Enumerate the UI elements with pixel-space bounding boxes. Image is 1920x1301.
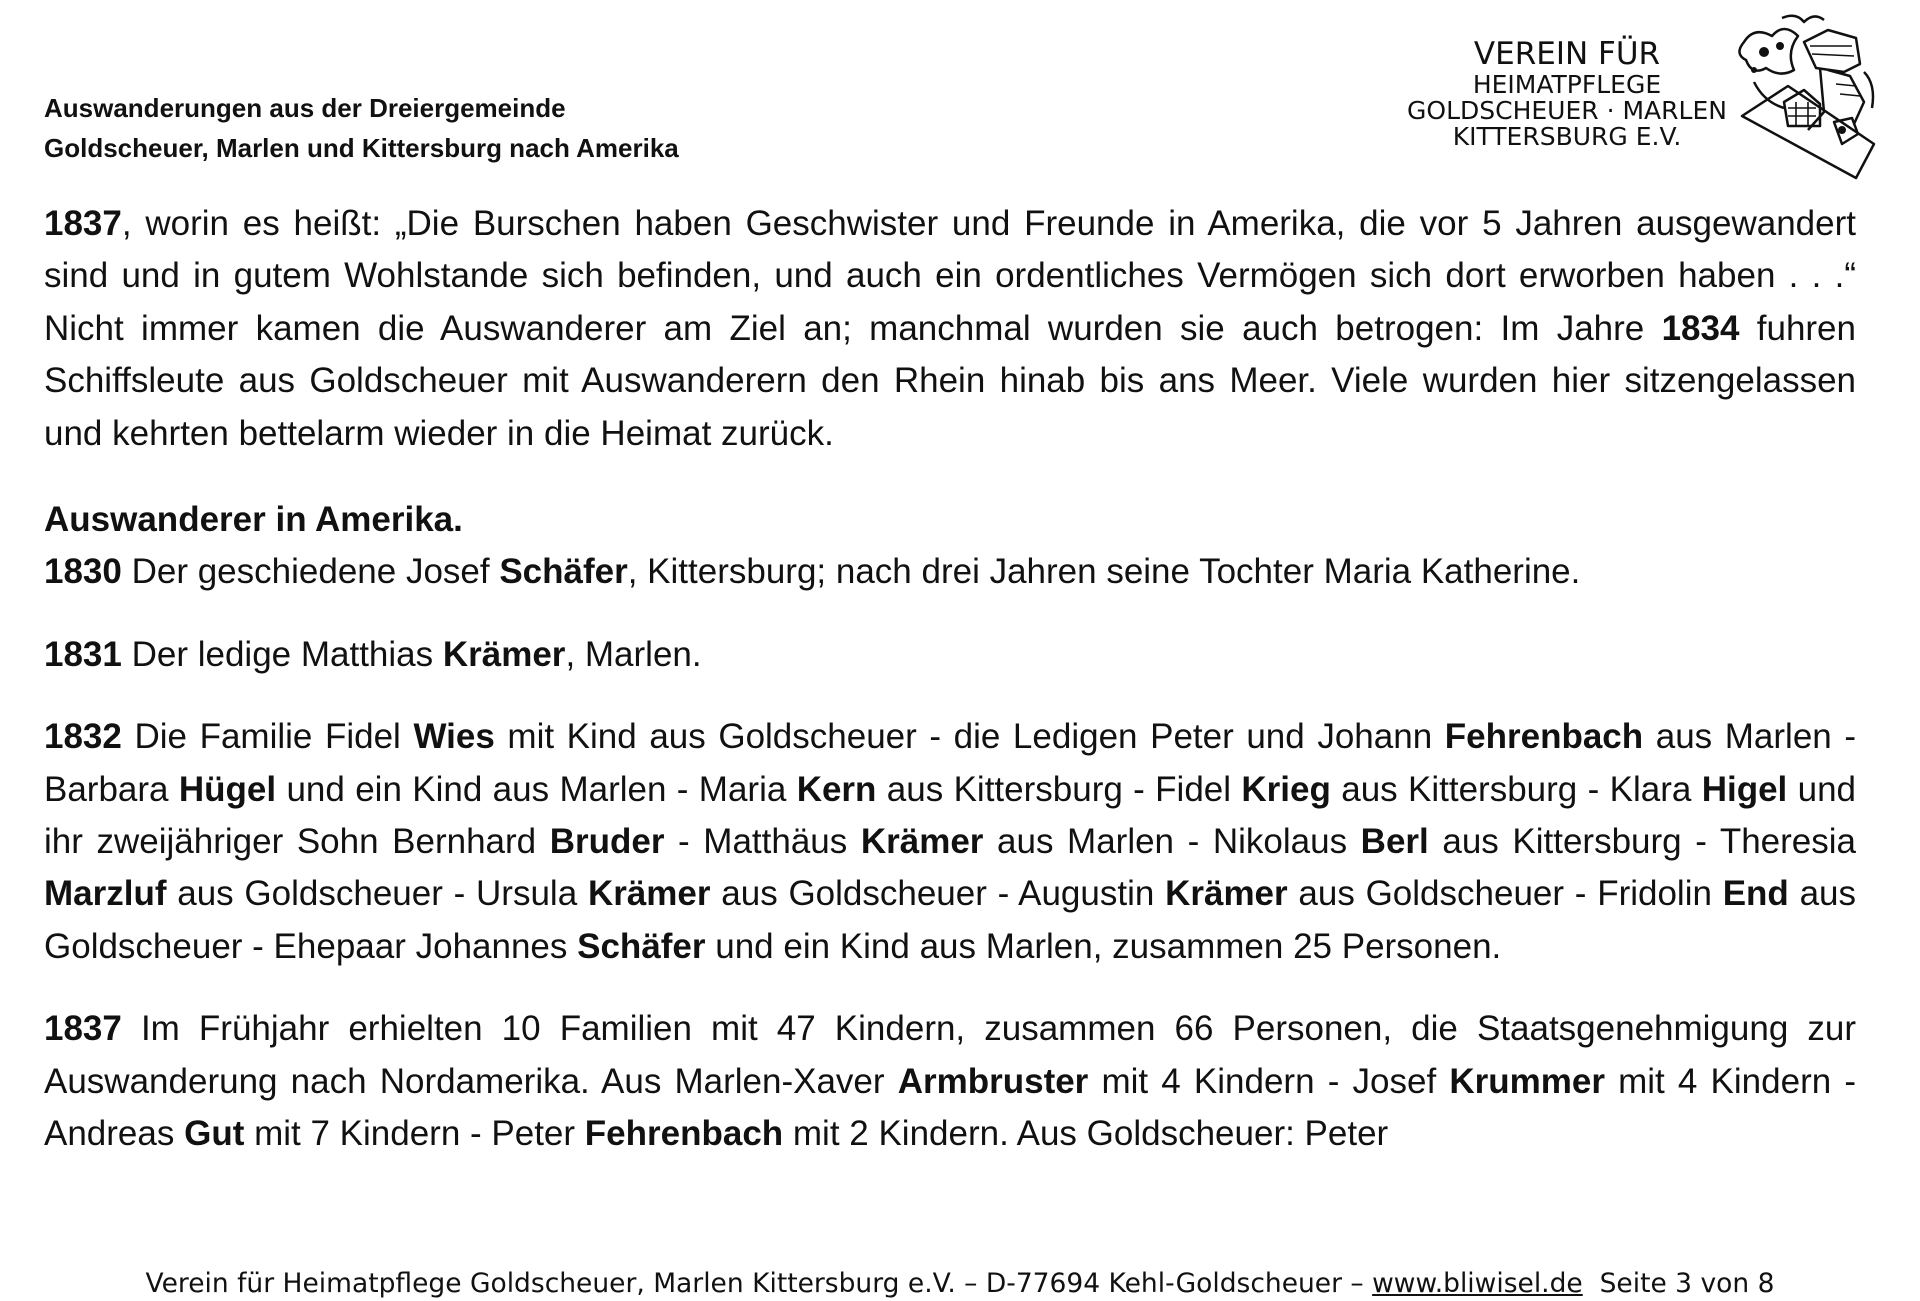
bold-text-run: Krummer: [1449, 1061, 1605, 1101]
text-run: aus Kittersburg - Fidel: [876, 769, 1242, 809]
bold-text-run: Armbruster: [897, 1061, 1089, 1101]
text-run: , Marlen.: [565, 634, 702, 674]
bold-text-run: Higel: [1701, 769, 1788, 809]
text-run: und ihr zweijähriger Sohn Bernhard: [44, 769, 1857, 862]
text-run: fuhren Schiffsleute aus Goldscheuer mit Auswanderern den Rhein hinab bis ans Meer. Viele wurden hier sitzengelassen und kehrten bettelarm wieder in die Heimat zurück.: [44, 308, 1856, 453]
text-run: aus Marlen - Nikolaus: [983, 822, 1361, 862]
header-title-line-2: Goldscheuer, Marlen und Kittersburg nach Amerika: [44, 133, 679, 163]
logo-line-1: VEREIN FÜR: [1473, 36, 1661, 72]
header-title-line-1: Auswanderungen aus der Dreiergemeinde: [44, 93, 566, 123]
village-emblem-icon: [1724, 12, 1884, 182]
bold-text-run: Krämer: [587, 874, 711, 914]
bold-text-run: Fehrenbach: [1444, 717, 1644, 757]
text-run: mit 2 Kindern. Aus Goldscheuer: Peter: [783, 1114, 1389, 1154]
bold-text-run: Krämer: [1165, 874, 1288, 914]
bold-text-run: Krämer: [860, 822, 984, 862]
text-run: und ein Kind aus Marlen - Maria: [276, 769, 797, 809]
text-run: mit Kind aus Goldscheuer - die Ledigen Peter und Johann: [494, 717, 1445, 757]
document-header: [44, 88, 679, 168]
text-run: aus Kittersburg - Klara: [1330, 769, 1702, 809]
text-run: , Kittersburg; nach drei Jahren seine Tochter Maria Katherine.: [627, 552, 1581, 592]
text-run: mit 4 Kindern - Andreas: [44, 1061, 1857, 1154]
association-logo: [1402, 12, 1920, 182]
text-run: , worin es heißt: „Die Burschen haben Geschwister und Freunde in Amerika, die vor 5 Jahren ausgewandert sind und in gutem Wohlstande sich befinden, und auch ein ordentliches Vermögen sich dort erworben haben . . .“ Nicht immer kamen die Auswanderer am Ziel an; manchmal wurden sie auch betrogen: Im Jahre: [44, 204, 1856, 348]
bold-text-run: Gut: [184, 1114, 245, 1154]
text-run: - Matthäus: [664, 822, 861, 862]
paragraph-intro: [44, 198, 1856, 460]
bold-text-run: Schäfer: [499, 552, 628, 592]
bold-text-run: Hügel: [178, 769, 277, 809]
bold-text-run: Wies: [413, 717, 495, 757]
text-run: aus Marlen - Barbara: [44, 717, 1857, 809]
logo-line-2: HEIMATPFLEGE: [1472, 70, 1662, 99]
footer-address: Verein für Heimatpflege Goldscheuer, Marlen Kittersburg e.V. – D-77694 Kehl-Goldscheuer –: [145, 1268, 1373, 1299]
logo-line-4: KITTERSBURG E.V.: [1452, 122, 1682, 151]
bold-text-run: Marzluf: [44, 874, 167, 914]
bold-text-run: Schäfer: [577, 926, 706, 966]
document-body: [44, 198, 1856, 1161]
text-run: und ein Kind aus Marlen, zusammen 25 Personen.: [705, 926, 1502, 966]
entry-1837: [44, 1003, 1856, 1160]
bold-text-run: 1831: [44, 634, 122, 674]
section-heading: Auswanderer in Amerika.: [44, 500, 463, 540]
text-run: aus Goldscheuer - Augustin: [710, 874, 1166, 914]
bold-text-run: Krieg: [1241, 769, 1331, 809]
entry-1830: [44, 546, 1856, 598]
entry-1832: [44, 711, 1856, 973]
page-footer: [0, 1268, 1920, 1299]
entry-1831: [44, 629, 1856, 681]
text-run: aus Goldscheuer - Ursula: [166, 874, 588, 914]
bold-text-run: 1837: [44, 1009, 122, 1049]
bold-text-run: 1830: [44, 552, 122, 592]
bold-text-run: End: [1722, 874, 1789, 914]
text-run: mit 4 Kindern - Josef: [1088, 1061, 1450, 1101]
bold-text-run: Krämer: [442, 634, 566, 674]
text-run: aus Kittersburg - Theresia: [1428, 822, 1856, 862]
text-run: Im Frühjahr erhielten 10 Familien mit 47 Kindern, zusammen 66 Personen, die Staatsgenehmigung zur Auswanderung nach Nordamerika. Aus Marlen-Xaver: [44, 1009, 1856, 1101]
bold-text-run: Fehrenbach: [584, 1114, 784, 1154]
text-run: Der ledige Matthias: [121, 634, 443, 674]
logo-line-3: GOLDSCHEUER · MARLEN: [1407, 96, 1727, 125]
text-run: Der geschiedene Josef: [121, 552, 500, 592]
text-run: aus Goldscheuer - Fridolin: [1287, 874, 1723, 914]
text-run: mit 7 Kindern - Peter: [244, 1114, 585, 1154]
text-run: Die Familie Fidel: [121, 717, 414, 757]
bold-text-run: 1837: [44, 204, 122, 243]
bold-text-run: 1834: [1661, 308, 1740, 348]
bold-text-run: Bruder: [549, 822, 665, 862]
bold-text-run: Berl: [1360, 822, 1429, 862]
footer-website-link[interactable]: www.bliwisel.de: [1372, 1268, 1583, 1299]
footer-page-number: Seite 3 von 8: [1582, 1268, 1775, 1299]
text-run: aus Goldscheuer - Ehepaar Johannes: [44, 874, 1856, 966]
bold-text-run: 1832: [44, 717, 122, 757]
bold-text-run: Kern: [796, 769, 877, 809]
